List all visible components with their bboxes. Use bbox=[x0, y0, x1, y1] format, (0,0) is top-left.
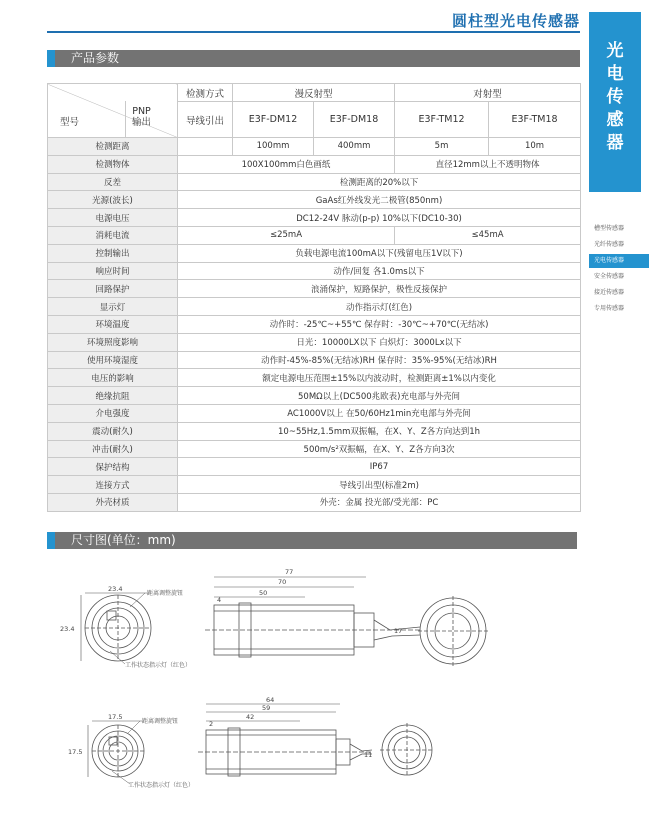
side-tab-char: 光 bbox=[606, 41, 624, 61]
spec-row-label: 反差 bbox=[48, 173, 178, 191]
label-adjust-knob: 距离调整旋钮 bbox=[147, 590, 184, 597]
spec-row bbox=[48, 476, 581, 494]
spec-row-value: AC1000V以上 在50/60Hz1min充电部与外壳间 bbox=[178, 404, 581, 422]
spec-row-label: 环境温度 bbox=[48, 315, 178, 333]
spec-row-value: DC12-24V 脉动(p-p) 10%以下(DC10-30) bbox=[178, 209, 581, 227]
side-tab-char: 传 bbox=[606, 87, 624, 107]
label-indicator-m12: 工作状态指示灯（红色） bbox=[128, 782, 195, 789]
spec-row bbox=[48, 173, 581, 191]
spec-row bbox=[48, 280, 581, 298]
spec-row-label: 使用环境湿度 bbox=[48, 351, 178, 369]
spec-row-label: 保护结构 bbox=[48, 458, 178, 476]
dim-nut-m12: 2 bbox=[209, 720, 214, 728]
spec-row bbox=[48, 315, 581, 333]
dim-front-width-m12: 17.5 bbox=[108, 713, 123, 721]
spec-row-value: 负载电源电流100mA以下(残留电压1V以下) bbox=[178, 244, 581, 262]
dim-nut: 4 bbox=[217, 596, 222, 604]
spec-row-label: 震动(耐久) bbox=[48, 422, 178, 440]
page-title: 圆柱型光电传感器 bbox=[451, 12, 580, 30]
side-nav-item-special[interactable]: 专用传感器 bbox=[594, 305, 625, 312]
spec-row-value: IP67 bbox=[178, 458, 581, 476]
dim-diameter-m12: 11 bbox=[364, 751, 373, 759]
spec-row-value: 检测距离的20%以下 bbox=[178, 173, 581, 191]
spec-row bbox=[48, 226, 581, 244]
dim-total-length: 77 bbox=[285, 568, 294, 576]
model-cell: E3F-DM18 bbox=[314, 102, 395, 138]
spec-row-label: 冲击(耐久) bbox=[48, 440, 178, 458]
spec-row-label: 消耗电流 bbox=[48, 226, 178, 244]
spec-row-value: 导线引出型(标准2m) bbox=[178, 476, 581, 494]
spec-row-value: 400mm bbox=[314, 138, 395, 156]
spec-row-value: 外壳：金属 投光部/受光部：PC bbox=[178, 493, 581, 511]
side-tab-char: 电 bbox=[606, 64, 624, 84]
diffuse-header: 漫反射型 bbox=[233, 84, 395, 102]
spec-row bbox=[48, 191, 581, 209]
corner-divider bbox=[125, 101, 126, 137]
spec-row bbox=[48, 440, 581, 458]
side-nav-item-slot[interactable]: 槽型传感器 bbox=[594, 225, 625, 232]
spec-row-label: 外壳材质 bbox=[48, 493, 178, 511]
spec-row-value: 100X100mm白色画纸 bbox=[178, 155, 395, 173]
side-category-tab bbox=[589, 12, 641, 192]
spec-row-value: 浪涌保护，短路保护，极性反接保护 bbox=[178, 280, 581, 298]
side-nav-item-proximity[interactable]: 接近传感器 bbox=[594, 289, 625, 296]
spec-row-value: 500m/s²双振幅，在X、Y、Z各方向3次 bbox=[178, 440, 581, 458]
section-bar-params: 产品参数 bbox=[47, 50, 580, 67]
dim-front-height: 23.4 bbox=[60, 625, 75, 633]
spec-row-lead bbox=[178, 138, 233, 156]
model-label: 型号 bbox=[60, 117, 80, 128]
label-indicator: 工作状态指示灯（红色） bbox=[125, 662, 192, 669]
spec-row bbox=[48, 387, 581, 405]
model-cell: E3F-TM18 bbox=[489, 102, 581, 138]
side-tab-char: 器 bbox=[606, 133, 624, 153]
spec-row bbox=[48, 493, 581, 511]
spec-row-value: 5m bbox=[395, 138, 489, 156]
through-beam-header: 对射型 bbox=[395, 84, 581, 102]
spec-row-value: 日光：10000LX以下 白炽灯：3000Lx以下 bbox=[178, 333, 581, 351]
spec-row-value: 10~55Hz,1.5mm双振幅，在X、Y、Z各方向达到1h bbox=[178, 422, 581, 440]
section-bar-dimensions: 尺寸图(单位：mm) bbox=[47, 532, 577, 549]
spec-row-label: 介电强度 bbox=[48, 404, 178, 422]
spec-row-label: 光源(波长) bbox=[48, 191, 178, 209]
spec-row bbox=[48, 155, 581, 173]
detect-mode-header: 检测方式 bbox=[178, 84, 233, 102]
spec-row bbox=[48, 262, 581, 280]
spec-row-value: ≤25mA bbox=[178, 226, 395, 244]
spec-row-label: 环境照度影响 bbox=[48, 333, 178, 351]
spec-row-label: 连接方式 bbox=[48, 476, 178, 494]
dim-diameter: 17 bbox=[394, 627, 403, 635]
spec-row-value: 动作指示灯(红色) bbox=[178, 298, 581, 316]
spec-row bbox=[48, 351, 581, 369]
spec-row bbox=[48, 333, 581, 351]
spec-row-label: 检测物体 bbox=[48, 155, 178, 173]
spec-row-label: 显示灯 bbox=[48, 298, 178, 316]
spec-row bbox=[48, 458, 581, 476]
spec-row-label: 响应时间 bbox=[48, 262, 178, 280]
pnp-label: PNP 输出 bbox=[132, 106, 152, 128]
dim-front-height-m12: 17.5 bbox=[68, 748, 83, 756]
spec-row-value: 100mm bbox=[233, 138, 314, 156]
spec-row-label: 电源电压 bbox=[48, 209, 178, 227]
side-nav-item-safety[interactable]: 安全传感器 bbox=[594, 273, 625, 280]
spec-row-value: 动作/回复 各1.0ms以下 bbox=[178, 262, 581, 280]
spec-row-value: 额定电源电压范围±15%以内波动时，检测距离±1%以内变化 bbox=[178, 369, 581, 387]
side-view-m12 bbox=[198, 728, 372, 776]
spec-row-value: 直径12mm以上不透明物体 bbox=[395, 155, 581, 173]
dim-thread-length: 50 bbox=[259, 589, 268, 597]
rear-view-m18 bbox=[418, 596, 488, 666]
spec-row-label: 回路保护 bbox=[48, 280, 178, 298]
dim-total-length-m12: 64 bbox=[266, 696, 275, 704]
model-header-cell bbox=[48, 84, 178, 138]
dim-thread-length-m12: 42 bbox=[246, 713, 255, 721]
dim-front-width: 23.4 bbox=[108, 585, 123, 593]
side-tab-char: 感 bbox=[606, 110, 624, 130]
spec-table bbox=[47, 83, 581, 512]
spec-row bbox=[48, 369, 581, 387]
spec-row-label: 绝缘抗阻 bbox=[48, 387, 178, 405]
dim-body-length-m12: 59 bbox=[262, 704, 271, 712]
side-nav-item-photoelectric[interactable]: 光电传感器 bbox=[589, 254, 649, 268]
dimension-drawings bbox=[0, 555, 672, 828]
spec-row bbox=[48, 422, 581, 440]
title-rule bbox=[47, 31, 580, 33]
lead-header: 导线引出 bbox=[178, 102, 233, 138]
front-view-m18 bbox=[85, 595, 151, 661]
dim-body-length: 70 bbox=[278, 578, 287, 586]
rear-view-m12 bbox=[380, 723, 434, 777]
spec-row-label: 检测距离 bbox=[48, 138, 178, 156]
front-view-m12 bbox=[92, 725, 144, 777]
model-cell: E3F-DM12 bbox=[233, 102, 314, 138]
spec-row bbox=[48, 138, 581, 156]
model-cell: E3F-TM12 bbox=[395, 102, 489, 138]
spec-row-value: 10m bbox=[489, 138, 581, 156]
spec-row-value: GaAs红外线发光二极管(850nm) bbox=[178, 191, 581, 209]
spec-row-value: 50MΩ以上(DC500兆欧表)充电部与外壳间 bbox=[178, 387, 581, 405]
side-nav bbox=[589, 222, 649, 318]
spec-row-value: 动作时：-25℃~+55℃ 保存时：-30℃~+70℃(无结冰) bbox=[178, 315, 581, 333]
spec-row-label: 控制输出 bbox=[48, 244, 178, 262]
spec-row-value: ≤45mA bbox=[395, 226, 581, 244]
side-nav-item-fiber[interactable]: 光纤传感器 bbox=[594, 241, 625, 248]
side-view-m18 bbox=[205, 603, 420, 657]
spec-row bbox=[48, 404, 581, 422]
spec-row bbox=[48, 298, 581, 316]
spec-row-label: 电压的影响 bbox=[48, 369, 178, 387]
spec-row bbox=[48, 244, 581, 262]
spec-row bbox=[48, 209, 581, 227]
spec-row-value: 动作时-45%-85%(无结冰)RH 保存时：35%-95%(无结冰)RH bbox=[178, 351, 581, 369]
label-adjust-knob-m12: 距离调整旋钮 bbox=[142, 718, 179, 725]
